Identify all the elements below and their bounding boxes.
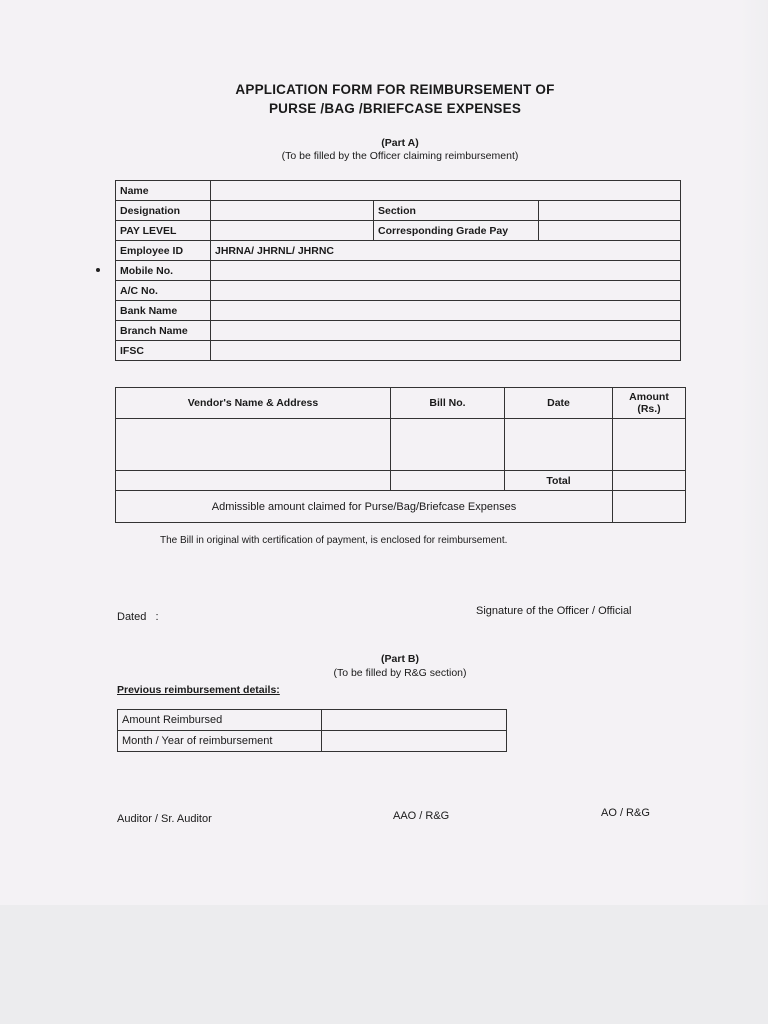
- scan-edge: [740, 0, 768, 910]
- vendor-field[interactable]: [116, 419, 391, 471]
- employee-id-label: Employee ID: [116, 241, 211, 261]
- previous-reimbursement-heading: Previous reimbursement details:: [117, 684, 280, 696]
- signature-label: Signature of the Officer / Official: [476, 605, 632, 617]
- table-row: [116, 471, 686, 491]
- table-row: [116, 201, 681, 221]
- auditor-signature-label: Auditor / Sr. Auditor: [117, 813, 212, 825]
- form-title-line2: PURSE /BAG /BRIEFCASE EXPENSES: [268, 101, 522, 116]
- admissible-field[interactable]: [613, 491, 686, 523]
- table-row: [118, 710, 507, 731]
- bank-name-label: Bank Name: [116, 301, 211, 321]
- scan-shadow: [0, 905, 768, 1024]
- table-row: [116, 241, 681, 261]
- bank-name-field[interactable]: [211, 301, 681, 321]
- table-row: [116, 491, 686, 523]
- bill-no-field[interactable]: [391, 419, 505, 471]
- form-title-line1: APPLICATION FORM FOR REIMBURSEMENT OF: [235, 82, 555, 97]
- pay-level-field[interactable]: [211, 221, 374, 241]
- ac-no-label: A/C No.: [116, 281, 211, 301]
- employee-id-field[interactable]: JHRNA/ JHRNL/ JHRNC: [211, 241, 681, 261]
- scan-mark: [96, 268, 100, 272]
- vendor-header: Vendor's Name & Address: [116, 388, 391, 419]
- mobile-field[interactable]: [211, 261, 681, 281]
- aao-signature-label: AAO / R&G: [393, 810, 450, 822]
- grade-pay-field[interactable]: [539, 221, 681, 241]
- branch-name-field[interactable]: [211, 321, 681, 341]
- table-row: [118, 731, 507, 752]
- name-field[interactable]: [211, 181, 681, 201]
- dated-label: Dated :: [117, 611, 159, 623]
- enclosure-note: The Bill in original with certification of payment, is enclosed for reimbursement.: [160, 535, 508, 546]
- amount-header: Amount (Rs.): [613, 388, 686, 419]
- table-row: [116, 301, 681, 321]
- amount-reimbursed-field[interactable]: [322, 710, 507, 731]
- amount-reimbursed-label: Amount Reimbursed: [118, 710, 322, 731]
- ao-signature-label: AO / R&G: [601, 807, 650, 819]
- name-label: Name: [116, 181, 211, 201]
- table-row: [116, 261, 681, 281]
- grade-pay-label: Corresponding Grade Pay: [374, 221, 539, 241]
- date-field[interactable]: [505, 419, 613, 471]
- part-b-label: (Part B): [381, 653, 419, 665]
- table-row: [116, 181, 681, 201]
- table-row: [116, 321, 681, 341]
- ac-no-field[interactable]: [211, 281, 681, 301]
- designation-label: Designation: [116, 201, 211, 221]
- mobile-label: Mobile No.: [116, 261, 211, 281]
- table-header-row: [116, 388, 686, 419]
- ifsc-field[interactable]: [211, 341, 681, 361]
- branch-name-label: Branch Name: [116, 321, 211, 341]
- table-row: [116, 281, 681, 301]
- previous-reimbursement-table: [117, 709, 507, 752]
- ifsc-label: IFSC: [116, 341, 211, 361]
- total-field[interactable]: [613, 471, 686, 491]
- table-row: [116, 341, 681, 361]
- amount-field[interactable]: [613, 419, 686, 471]
- pay-level-label: PAY LEVEL: [116, 221, 211, 241]
- total-blank-cell: [116, 471, 391, 491]
- officer-details-table: [115, 180, 681, 361]
- date-header: Date: [505, 388, 613, 419]
- part-a-subtitle: (To be filled by the Officer claiming reimbursement): [281, 150, 519, 162]
- bill-details-table: [115, 387, 686, 523]
- table-row: [116, 419, 686, 471]
- bill-no-header: Bill No.: [391, 388, 505, 419]
- total-label: Total: [505, 471, 613, 491]
- month-year-field[interactable]: [322, 731, 507, 752]
- month-year-label: Month / Year of reimbursement: [118, 731, 322, 752]
- total-blank-cell: [391, 471, 505, 491]
- table-row: [116, 221, 681, 241]
- admissible-label: Admissible amount claimed for Purse/Bag/Briefcase Expenses: [116, 491, 613, 523]
- designation-field[interactable]: [211, 201, 374, 221]
- section-label: Section: [374, 201, 539, 221]
- section-field[interactable]: [539, 201, 681, 221]
- part-b-subtitle: (To be filled by R&G section): [333, 667, 467, 679]
- part-a-label: (Part A): [381, 137, 419, 149]
